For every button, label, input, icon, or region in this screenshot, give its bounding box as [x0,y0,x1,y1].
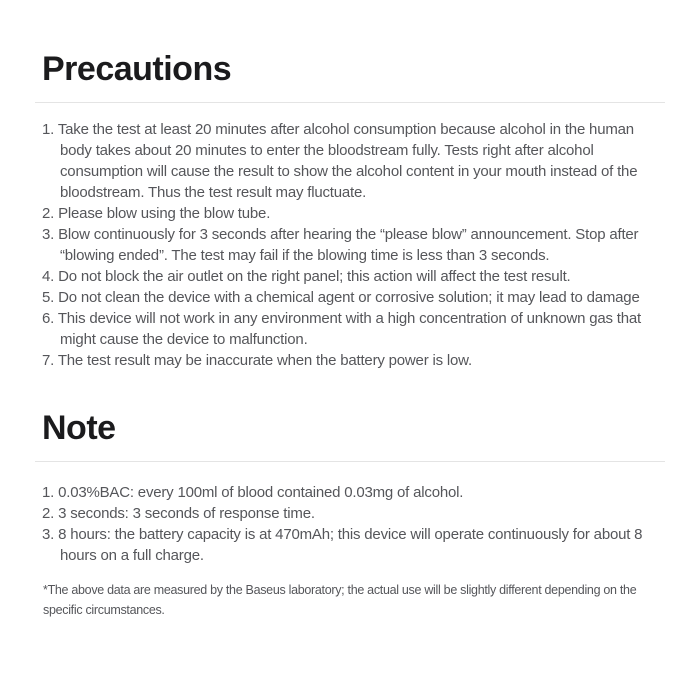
item-number: 2. [42,505,55,522]
list-item [42,524,646,566]
list-item [42,266,646,287]
item-number: 1. [42,121,55,138]
item-text: Do not block the air outlet on the right panel; this action will affect the test result. [58,268,571,285]
item-text: 3 seconds: 3 seconds of response time. [58,505,315,522]
item-text: Please blow using the blow tube. [58,205,271,222]
item-number: 7. [42,352,55,369]
item-text: Do not clean the device with a chemical agent or corrosive solution; it may lead to damage [58,289,640,306]
list-item [42,287,646,308]
section-note [35,409,665,566]
item-text: 0.03%BAC: every 100ml of blood contained 0.03mg of alcohol. [58,484,464,501]
item-number: 4. [42,268,55,285]
precautions-title: Precautions [42,50,232,88]
list-item [42,203,646,224]
note-list [42,482,646,566]
footnote: *The above data are measured by the Baseus laboratory; the actual use will be slightly different depending on the specific circumstances. [43,583,637,617]
item-number: 5. [42,289,55,306]
item-number: 3. [42,226,55,243]
list-item [42,119,646,203]
precautions-list [42,119,646,371]
item-number: 6. [42,310,55,327]
item-number: 2. [42,205,55,222]
list-item [42,308,646,350]
item-text: 8 hours: the battery capacity is at 470mAh; this device will operate continuously for about 8 hours on a full charge. [58,526,643,564]
item-text: Blow continuously for 3 seconds after hearing the “please blow” announcement. Stop after “blowing ended”. The test may fail if the blowing time is less than 3 seconds. [58,226,639,264]
item-number: 1. [42,484,55,501]
list-item [42,224,646,266]
section-precautions [35,50,665,371]
note-title: Note [42,409,116,447]
note-divider [35,461,665,462]
item-text: The test result may be inaccurate when the battery power is low. [57,352,472,369]
precautions-divider [35,102,665,103]
list-item [42,350,646,371]
list-item [42,482,646,503]
item-number: 3. [42,526,55,543]
item-text: Take the test at least 20 minutes after alcohol consumption because alcohol in the human body takes about 20 minutes to enter the bloodstream fully. Tests right after alcohol consumption will cause the result to show the alcohol content in your mouth instead of the bloodstream. Thus the test result may fluctuate. [57,121,638,201]
list-item [42,503,646,524]
item-text: This device will not work in any environment with a high concentration of unknown gas that might cause the device to malfunction. [57,310,641,348]
